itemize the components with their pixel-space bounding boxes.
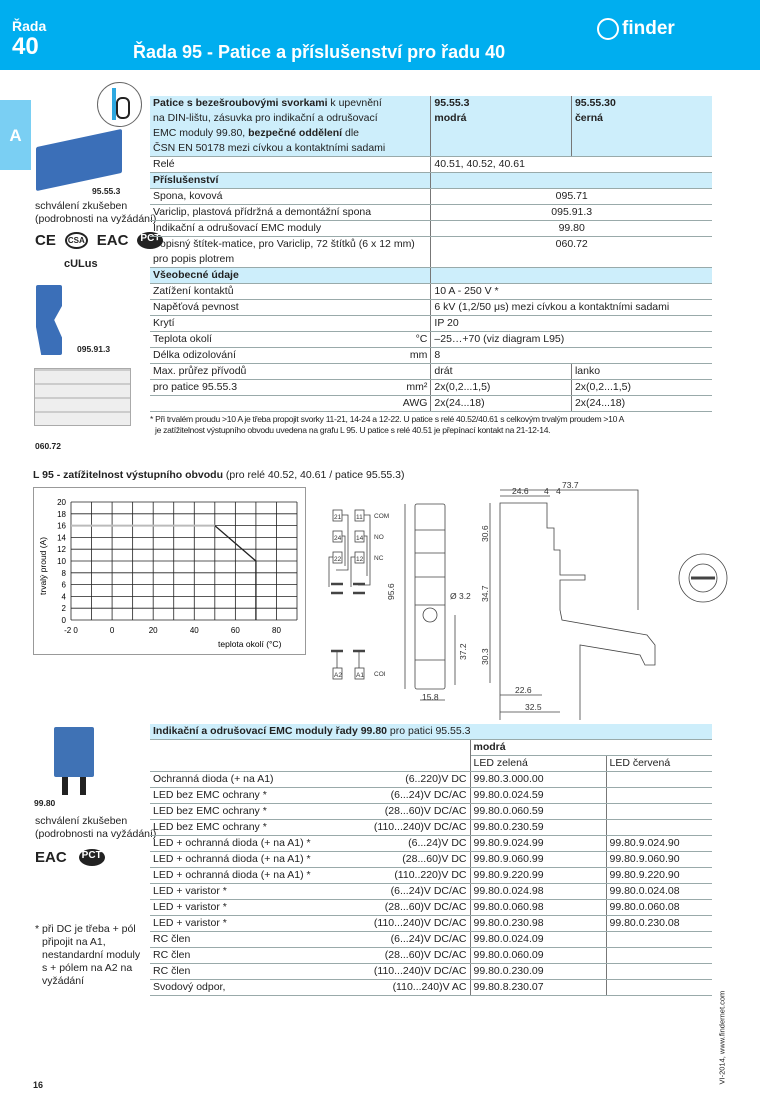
dimension: 30.6 [480,525,490,542]
module-description: RC člen (6...24)V DC/AC [150,932,470,948]
section-tab[interactable]: A [0,100,31,170]
y-tick-label: 12 [57,545,66,555]
code-led-red [606,948,712,964]
table-row [150,948,712,964]
load-chart [0,0,320,660]
row-value: IP 20 [431,316,712,332]
row-value: 060.72 [431,237,712,268]
code-led-green: 99.80.0.060.09 [470,948,606,964]
terminal-label: 22 [334,556,342,563]
code-led-green: 99.80.0.230.59 [470,820,606,836]
table-row [150,868,712,884]
finder-logo-icon [597,18,619,40]
code-led-red [606,788,712,804]
table-row [150,884,712,900]
emc-module-table [150,724,712,996]
unit [400,300,431,316]
section-heading: Příslušenství [153,174,219,186]
edition-url: VI-2014, www.findernet.com [717,990,727,1085]
row-value: 99.80 [431,221,712,237]
value: 2x(0,2...1,5) [571,380,712,396]
terminal-label: A2 [334,672,342,679]
row-label: Relé [150,157,431,173]
header-row [150,756,712,772]
code-led-green: 99.80.0.060.59 [470,804,606,820]
table-row [150,804,712,820]
x-tick-label: 0 [109,626,115,635]
table-row [150,852,712,868]
note-line: vyžádání [42,975,85,987]
dimension: 22.6 [515,685,532,695]
value: 2x(0,2...1,5) [431,380,572,396]
table-row [150,932,712,948]
x-tick-label: 80 [272,626,281,635]
unit: mm [400,348,431,364]
dimension-drawing [320,480,760,720]
unit [400,316,431,332]
module-code: 99.80 [34,798,56,808]
row-label: Indikační a odrušovací EMC moduly [150,221,431,237]
value: 2x(24...18) [571,396,712,412]
module-pin [80,777,86,795]
code-led-red: 99.80.9.024.90 [606,836,712,852]
code-led-green: 99.80.0.060.98 [470,900,606,916]
row-value: 8 [431,348,712,364]
pct-mark-icon: PCT [137,232,163,249]
front-view [405,504,455,700]
code-led-red: 99.80.0.230.08 [606,916,712,932]
series-number: 40 [12,33,39,60]
chart-title: L 95 - zatížitelnost výstupního obvodu (pro relé 40.52, 40.61 / patice 95.55.3) [33,469,405,481]
col-led-red: LED červená [606,756,712,772]
code-led-red: 99.80.9.220.90 [606,868,712,884]
module-description: LED + varistor * (28...60)V DC/AC [150,900,470,916]
code-led-red [606,804,712,820]
row-label: Max. průřez přívodů [150,364,400,380]
page-number: 16 [33,1080,44,1090]
x-axis-label: teplota okolí (°C) [218,639,282,649]
row-label: Délka odizolování [150,348,400,364]
table-row [150,836,712,852]
module-description: LED + ochranná dioda (+ na A1) * (6...24)V DC [150,836,470,852]
y-tick-label: 8 [61,568,66,578]
header-row [150,740,712,756]
row-label: Zatížení kontaktů [150,284,400,300]
table-row [150,916,712,932]
finder-logo [597,18,675,40]
dimension: 37.2 [458,643,468,660]
terminal-label: 12 [356,556,364,563]
unit: °C [400,332,431,348]
note-line: připojit na A1, [42,936,106,948]
code-led-green: 99.80.0.024.59 [470,788,606,804]
socket-code: 95.55.3 [92,186,121,196]
y-tick-label: 2 [61,604,66,614]
code-led-green: 99.80.9.060.99 [470,852,606,868]
module-description: RC člen (110...240)V DC/AC [150,964,470,980]
code-led-red [606,964,712,980]
col-wire: drát [431,364,572,380]
code-led-green: 99.80.9.220.99 [470,868,606,884]
socket-description: Patice s bezešroubovými svorkami k upevnění na DIN-lištu, zásuvka pro indikační a odrušovací EMC moduly 99.80, bezpečné oddělení dle ČSN EN 50178 mezi cívkou a kontaktními sadami [150,96,431,157]
contact-label: COM [374,513,390,520]
row-label: Napěťová pevnost [150,300,400,316]
y-tick-label: 16 [57,521,66,531]
approval-text: schválení zkušeben [35,815,128,827]
table-row [150,900,712,916]
row-value: –25…+70 (viz diagram L95) [431,332,712,348]
dc-note [35,923,140,988]
code-led-red [606,980,712,996]
dimension: 4 [544,486,549,496]
code-led-red [606,932,712,948]
row-label: Teplota okolí [150,332,400,348]
footnote-line: * Při trvalém proudu >10 A je třeba propojit svorky 11-21, 14-24 a 12-22. U patice s relé 40.52/40.61 s celkovým trvalým proudem >10 A [150,414,625,424]
y-tick-label: 4 [61,592,66,602]
dimension: 95.6 [386,583,396,600]
code-led-red [606,772,712,788]
module-description: LED + varistor * (6...24)V DC/AC [150,884,470,900]
module-description: LED bez EMC ochrany * (6...24)V DC/AC [150,788,470,804]
module-description: LED + ochranná dioda (+ na A1) * (28...60)V DC [150,852,470,868]
approval-note: (podrobnosti na vyžádání) [35,828,157,840]
table-row [150,964,712,980]
registered-design-stamp-icon [679,554,727,602]
y-tick-label: 20 [57,498,66,507]
code-led-green: 99.80.0.024.09 [470,932,606,948]
dimension: 15.8 [422,692,439,702]
contact-label: COI [374,671,386,678]
code-led-red: 99.80.0.024.08 [606,884,712,900]
eac-mark-icon: EAC [35,849,67,866]
y-tick-label: 18 [57,509,66,519]
dimension: 34.7 [480,585,490,602]
table-heading-row [150,724,712,740]
dimension: Ø 3.2 [450,591,471,601]
note-line: nestandardní moduly [42,949,141,961]
terminal-label: 24 [334,535,342,542]
row-value: 6 kV (1,2/50 μs) mezi cívkou a kontaktními sadami [431,300,712,316]
unit: mm² [400,380,431,396]
eac-mark-icon: EAC [96,232,129,249]
culus-mark-icon: cULus [64,258,98,270]
certification-marks [35,849,105,866]
value: 2x(24...18) [431,396,572,412]
dimension: 73.7 [562,480,579,490]
table-heading: Indikační a odrušovací EMC moduly řady 99.80 pro patici 95.55.3 [150,724,712,740]
col-95-55-3: 95.55.3 modrá [431,96,572,157]
pct-mark-icon: PCT [79,849,105,866]
series-label: Řada [12,18,47,34]
col-strand: lanko [571,364,712,380]
dimension: 32.5 [525,702,542,712]
section-heading: Všeobecné údaje [153,269,239,281]
row-value: 10 A - 250 V * [431,284,712,300]
dimension: 30.3 [480,648,490,665]
row-label: Variclip, plastová přídržná a demontážní spona [150,205,431,221]
unit: AWG [400,396,431,412]
table-row [150,772,712,788]
terminal-label: 14 [356,535,364,542]
y-tick-label: 6 [61,580,66,590]
dimension: 24.6 [512,486,529,496]
code-led-green: 99.80.8.230.07 [470,980,606,996]
module-description: Svodový odpor, (110...240)V AC [150,980,470,996]
terminal-label: A1 [356,672,364,679]
contact-label: NC [374,555,384,562]
csa-mark-icon: CSA [65,232,88,249]
code-led-red: 99.80.0.060.08 [606,900,712,916]
contact-label: NO [374,534,384,541]
y-tick-label: 14 [57,533,66,543]
dimension: 4 [556,486,561,496]
clip-code: 095.91.3 [77,344,111,354]
logo-text: finder [622,18,675,39]
code-led-red: 99.80.9.060.90 [606,852,712,868]
module-description: RC člen (28...60)V DC/AC [150,948,470,964]
code-led-green: 99.80.9.024.99 [470,836,606,852]
code-led-green: 99.80.0.230.09 [470,964,606,980]
terminal-label: 11 [356,514,363,521]
y-tick-label: 10 [57,557,66,566]
table-row [150,788,712,804]
module-description: Ochranná dioda (+ na A1) (6..220)V DC [150,772,470,788]
module-description: LED + varistor * (110...240)V DC/AC [150,916,470,932]
approval-text: schválení zkušeben [35,200,128,212]
module-description: LED bez EMC ochrany * (110...240)V DC/AC [150,820,470,836]
footnote-line: je zatížitelnost výstupního obvodu uvedena na grafu L 95. U patice s relé 40.51 je přepínací kontakt na 21-12-14. [155,425,551,435]
approval-note: (podrobnosti na vyžádání) [35,213,157,225]
y-axis-label: trvalý proud (A) [38,536,48,595]
page-title: Řada 95 - Patice a příslušenství pro řadu 40 [133,42,506,62]
row-value: 095.71 [431,189,712,205]
col-95-55-30: 95.55.30 černá [571,96,712,157]
code-led-green: 99.80.0.230.98 [470,916,606,932]
note-line: s + pólem na A2 na [42,962,133,974]
row-label: Krytí [150,316,400,332]
module-description: LED bez EMC ochrany * (28...60)V DC/AC [150,804,470,820]
code-led-green: 99.80.0.024.98 [470,884,606,900]
row-label: Spona, kovová [150,189,431,205]
color-header: modrá [473,741,506,753]
row-label: pro patice 95.55.3 [150,380,400,396]
row-label: Popisný štítek-matice, pro Variclip, 72 štítků (6 x 12 mm) pro popis plotrem [150,237,431,268]
module-pin [62,777,68,795]
emc-module-image [54,727,94,777]
x-tick-label: 60 [230,626,240,635]
row-value: 095.91.3 [431,205,712,221]
col-led-green: LED zelená [470,756,606,772]
table-row [150,820,712,836]
x-tick-label: 20 [148,626,158,635]
tag-code: 060.72 [35,441,61,451]
code-led-red [606,820,712,836]
row-value: 40.51, 40.52, 40.61 [431,157,712,173]
note-line: * při DC je třeba + pól [35,923,136,935]
code-led-green: 99.80.3.000.00 [470,772,606,788]
table-row [150,980,712,996]
y-tick-label: 0 [61,616,66,625]
module-description: LED + ochranná dioda (+ na A1) * (110..220)V DC [150,868,470,884]
terminal-label: 21 [334,514,342,521]
ce-mark-icon: CE [35,232,56,249]
x-tick-label: 40 [189,626,199,635]
unit [400,284,431,300]
x-tick-label: -2 0 [64,626,78,635]
